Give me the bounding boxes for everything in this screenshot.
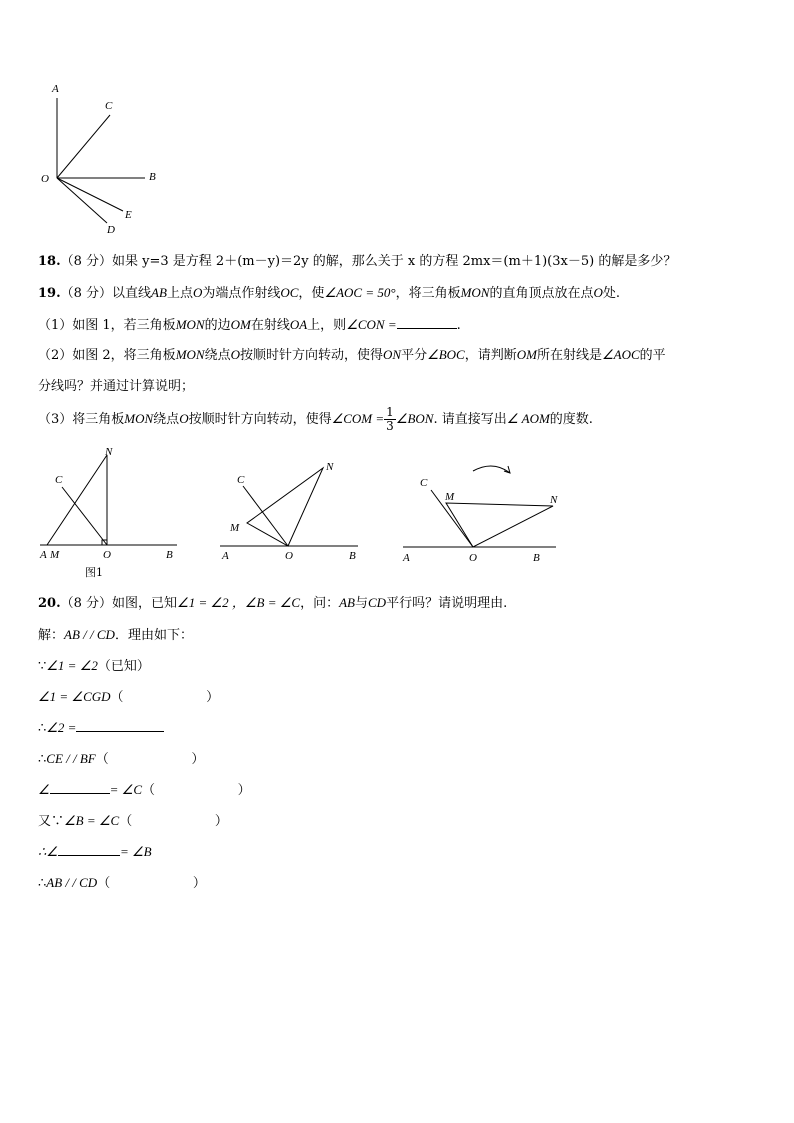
q19-p3-text: （3）将三角板 [38, 412, 125, 427]
q19-p2-text: （2）如图 2，将三角板 [38, 348, 176, 363]
q19-p3-text: 按顺时针方向转动，使得 [188, 412, 332, 427]
q18-text: 如果 y=3 是方程 2＋(m－y)＝2y 的解，那么关于 x 的方程 2mx＝(m＋1)(3x－5) 的解是多少？ [112, 254, 677, 269]
label-a: A [52, 83, 59, 95]
solution-line-2 [38, 655, 150, 674]
figure-caption: 图1 [85, 566, 103, 579]
solution-math: = ∠B [119, 844, 152, 859]
reason-blank[interactable]: （ ） [110, 690, 220, 705]
q19-math: AB [151, 285, 167, 300]
q18-score: （8 分） [60, 254, 113, 269]
q19-math: ∠BON [395, 411, 434, 426]
answer-blank[interactable] [58, 841, 120, 856]
also-because-text: 又∵ [38, 814, 65, 829]
question-19-part-2-line2: 分线吗？并通过计算说明； [38, 379, 195, 394]
solution-math: ∠1 = ∠2 [46, 658, 98, 673]
q20-math: ∠1 = ∠2 ，∠B = ∠C [177, 595, 301, 610]
figure-1 [35, 445, 185, 583]
label-o: O [285, 550, 293, 562]
question-20 [38, 592, 507, 611]
label-o: O [103, 549, 111, 561]
answer-blank[interactable] [397, 314, 457, 329]
figure-2 [215, 458, 365, 568]
label-n: N [326, 461, 334, 473]
ray-oc [62, 487, 107, 545]
q19-math: OC [280, 285, 299, 300]
solution-text: 解： [38, 628, 65, 643]
solution-math: AB / / CD [46, 875, 98, 890]
therefore-symbol: ∴ [38, 752, 47, 767]
label-e: E [125, 209, 132, 221]
fraction-denominator: 3 [386, 419, 394, 433]
q18-number: 18. [38, 254, 61, 269]
q19-math: O [179, 411, 189, 426]
therefore-symbol: ∴ [38, 876, 47, 891]
triangle-side-mn [47, 455, 107, 545]
q19-p1-text: （1）如图 1，若三角板 [38, 318, 176, 333]
label-c: C [55, 474, 63, 486]
q19-math: O [230, 347, 240, 362]
label-b: B [533, 552, 540, 564]
question-18 [38, 250, 676, 269]
label-m: M [50, 549, 60, 561]
q19-text: 的直角顶点放在点 [489, 286, 594, 301]
triangle-mon [446, 503, 553, 547]
question-19-part-1 [38, 314, 461, 333]
q19-p1-end: . [456, 318, 461, 333]
q20-text: 与 [354, 596, 368, 611]
because-symbol: ∵ [38, 659, 47, 674]
q19-math: OM [230, 317, 251, 332]
label-a: A [40, 549, 47, 561]
q20-number: 20. [38, 596, 61, 611]
fraction-numerator: 1 [386, 405, 394, 419]
q19-math: OM [516, 347, 537, 362]
reason-blank[interactable]: （ ） [119, 814, 228, 829]
ray-oc [243, 486, 288, 546]
therefore-angle: ∴∠ [38, 844, 58, 859]
solution-text: ．理由如下： [114, 628, 193, 643]
q20-text: ，问： [300, 596, 340, 611]
q19-text: ，使 [298, 286, 325, 301]
q19-math: OA [289, 317, 308, 332]
q19-math: MON [460, 285, 490, 300]
label-a: A [403, 552, 410, 564]
q19-math: MON [124, 411, 154, 426]
label-o: O [41, 173, 49, 185]
label-c: C [105, 100, 113, 112]
q19-p2-text: 绕点 [204, 348, 231, 363]
rotation-arrow [473, 466, 510, 473]
q20-text: 如图，已知 [112, 596, 178, 611]
solution-math: AB / / CD [64, 627, 115, 642]
q19-p2-text: 的平 [639, 348, 666, 363]
q19-p2-text: 按顺时针方向转动，使得 [239, 348, 383, 363]
q19-score: （8 分） [60, 286, 113, 301]
label-b: B [149, 171, 156, 183]
q19-math: MON [175, 317, 205, 332]
q19-p3-text: . 请直接写出 [433, 412, 507, 427]
q20-text: 平行吗？请说明理由. [386, 596, 508, 611]
label-b: B [166, 549, 173, 561]
ray-oe [57, 178, 123, 211]
q19-p1-text: 在射线 [250, 318, 290, 333]
q19-math: ∠AOC = 50° [324, 285, 396, 300]
label-o: O [469, 552, 477, 564]
q19-number: 19. [38, 286, 61, 301]
solution-line-6 [38, 779, 251, 798]
q19-math: MON [175, 347, 205, 362]
label-n: N [105, 446, 113, 458]
solution-math: ∠1 = ∠CGD [38, 689, 111, 704]
question-19-intro [38, 282, 620, 301]
label-m: M [445, 491, 455, 503]
question-19-part-2 [38, 344, 666, 363]
q19-p2-text: ，请判断 [464, 348, 517, 363]
q20-score: （8 分） [60, 596, 113, 611]
reason-blank[interactable]: （ ） [142, 783, 251, 798]
label-a: A [222, 550, 229, 562]
solution-line-9 [38, 872, 206, 891]
figure-3 [398, 460, 563, 568]
q19-p3-text: 绕点 [153, 412, 180, 427]
q19-math: ON [383, 347, 402, 362]
angle-symbol: ∠ [38, 782, 50, 797]
q19-p2-text: 所在射线是 [536, 348, 602, 363]
solution-line-7 [38, 810, 228, 829]
solution-math: ∠B = ∠C [64, 813, 120, 828]
ray-oc [57, 115, 110, 178]
q19-text: ，将三角板 [395, 286, 461, 301]
q19-math: ∠BOC [427, 347, 465, 362]
q19-math: ∠COM = [331, 411, 385, 426]
label-c: C [237, 474, 245, 486]
q19-p2-text: 平分 [401, 348, 428, 363]
solution-line-3 [38, 686, 219, 705]
solution-math: = ∠C [109, 782, 143, 797]
q19-math: ∠CON = [346, 317, 397, 332]
label-m: M [230, 522, 240, 534]
solution-text: （已知） [97, 659, 150, 674]
solution-line-8 [38, 841, 152, 860]
solution-line-1 [38, 624, 193, 643]
label-c: C [420, 477, 428, 489]
q19-math: O [593, 285, 603, 300]
label-b: B [349, 550, 356, 562]
label-n: N [550, 494, 558, 506]
q19-text: 上点 [166, 286, 193, 301]
answer-blank[interactable] [50, 779, 110, 794]
q20-math: AB [339, 595, 355, 610]
q19-p1-text: 的边 [204, 318, 231, 333]
solution-math: ∠2 = [46, 720, 77, 735]
question-19-part-3 [38, 404, 593, 435]
q19-text: 为端点作射线 [202, 286, 281, 301]
q19-math: O [192, 285, 203, 300]
reason-blank[interactable]: （ ） [97, 876, 206, 891]
rays-figure [35, 78, 175, 243]
q19-p1-text: 上，则 [307, 318, 347, 333]
solution-line-4 [38, 717, 164, 736]
q19-text: 处. [602, 286, 621, 301]
q19-math: ∠ AOM [506, 411, 550, 426]
fraction-one-third [384, 406, 396, 433]
answer-blank[interactable] [76, 717, 164, 732]
ray-od [57, 178, 107, 223]
therefore-symbol: ∴ [38, 721, 47, 736]
solution-math: CE / / BF [46, 751, 96, 766]
q19-math: ∠AOC [601, 347, 640, 362]
label-d: D [107, 224, 115, 236]
reason-blank[interactable]: （ ） [95, 752, 205, 767]
q20-math: CD [368, 595, 387, 610]
q19-text: 以直线 [112, 286, 152, 301]
solution-line-5 [38, 748, 204, 767]
q19-p3-text: 的度数. [549, 412, 593, 427]
